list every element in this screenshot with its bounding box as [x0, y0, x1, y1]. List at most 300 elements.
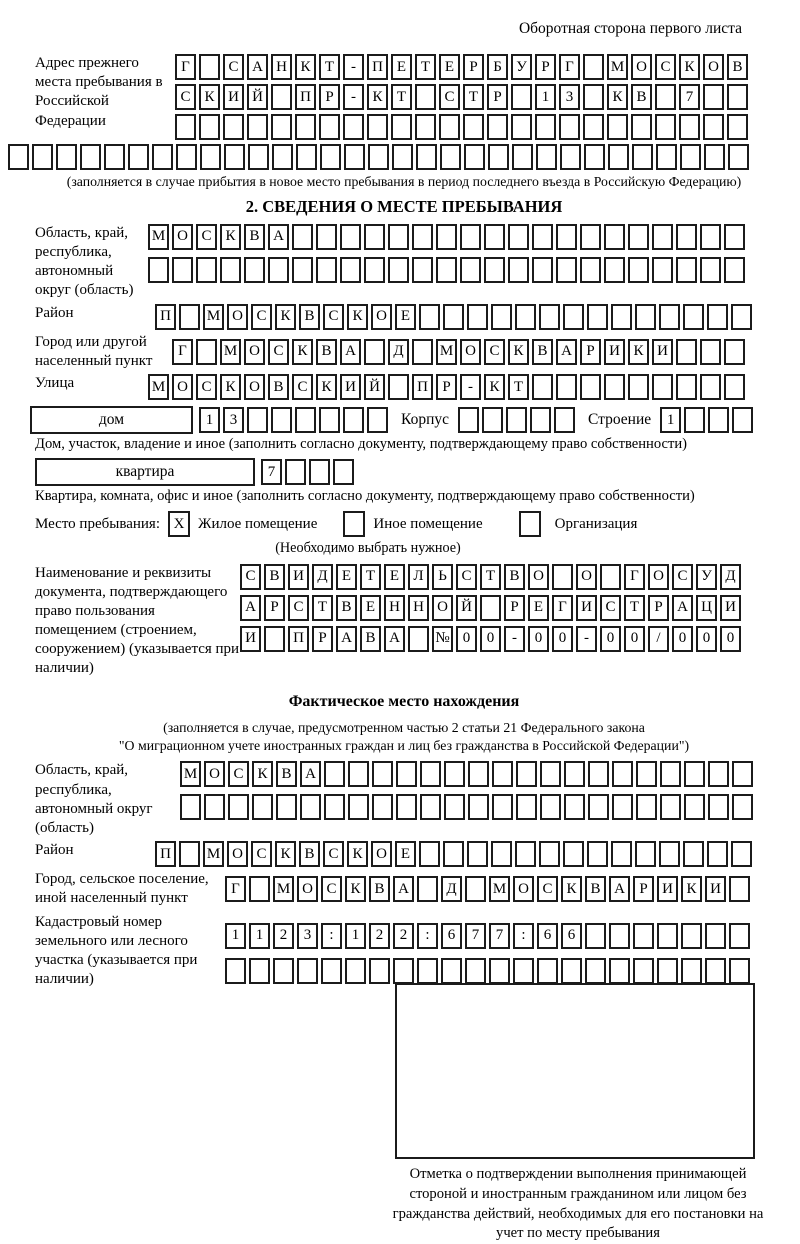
char-box[interactable]: С [240, 564, 261, 590]
char-box[interactable]: С [228, 761, 249, 787]
char-box[interactable] [608, 144, 629, 170]
char-box[interactable] [468, 794, 489, 820]
char-box[interactable] [465, 876, 486, 902]
char-box[interactable] [368, 144, 389, 170]
char-box[interactable]: 3 [223, 407, 244, 433]
char-box[interactable] [580, 257, 601, 283]
char-box[interactable] [532, 224, 553, 250]
char-box[interactable]: М [203, 304, 224, 330]
char-box[interactable]: Т [480, 564, 501, 590]
char-box[interactable] [415, 114, 436, 140]
char-box[interactable]: 7 [261, 459, 282, 485]
char-box[interactable]: К [252, 761, 273, 787]
char-box[interactable] [300, 794, 321, 820]
char-box[interactable] [680, 144, 701, 170]
char-box[interactable] [467, 304, 488, 330]
char-box[interactable]: А [336, 626, 357, 652]
char-box[interactable]: Е [391, 54, 412, 80]
char-box[interactable] [484, 224, 505, 250]
char-box[interactable] [635, 841, 656, 867]
char-box[interactable] [704, 144, 725, 170]
char-box[interactable]: Д [388, 339, 409, 365]
char-box[interactable]: 1 [225, 923, 246, 949]
char-box[interactable]: Т [319, 54, 340, 80]
char-box[interactable] [487, 114, 508, 140]
char-box[interactable]: А [240, 595, 261, 621]
char-box[interactable] [444, 794, 465, 820]
char-box[interactable]: Р [535, 54, 556, 80]
char-box[interactable] [604, 374, 625, 400]
char-box[interactable] [563, 841, 584, 867]
char-box[interactable] [196, 339, 217, 365]
char-box[interactable]: И [223, 84, 244, 110]
char-box[interactable] [56, 144, 77, 170]
char-box[interactable] [724, 257, 745, 283]
char-box[interactable]: С [251, 304, 272, 330]
char-box[interactable] [633, 958, 654, 984]
char-box[interactable] [252, 794, 273, 820]
char-box[interactable] [587, 841, 608, 867]
char-box[interactable]: : [321, 923, 342, 949]
char-box[interactable] [417, 958, 438, 984]
char-box[interactable] [316, 257, 337, 283]
char-box[interactable]: В [299, 841, 320, 867]
char-box[interactable]: - [343, 54, 364, 80]
char-box[interactable]: О [297, 876, 318, 902]
char-box[interactable]: К [508, 339, 529, 365]
char-box[interactable] [683, 841, 704, 867]
char-box[interactable] [729, 923, 750, 949]
char-box[interactable]: И [604, 339, 625, 365]
char-box[interactable]: 7 [679, 84, 700, 110]
char-box[interactable]: П [155, 841, 176, 867]
char-box[interactable] [276, 794, 297, 820]
char-box[interactable] [556, 374, 577, 400]
char-box[interactable] [540, 761, 561, 787]
char-box[interactable]: О [172, 224, 193, 250]
char-box[interactable] [703, 114, 724, 140]
char-box[interactable]: О [513, 876, 534, 902]
char-box[interactable] [588, 794, 609, 820]
char-box[interactable] [700, 374, 721, 400]
char-box[interactable] [247, 407, 268, 433]
char-box[interactable]: 0 [696, 626, 717, 652]
char-box[interactable] [676, 374, 697, 400]
char-box[interactable] [443, 841, 464, 867]
char-box[interactable] [537, 958, 558, 984]
char-box[interactable] [128, 144, 149, 170]
char-box[interactable] [419, 841, 440, 867]
char-box[interactable] [655, 84, 676, 110]
char-box[interactable]: А [384, 626, 405, 652]
char-box[interactable]: Й [247, 84, 268, 110]
char-box[interactable]: А [672, 595, 693, 621]
char-box[interactable]: В [532, 339, 553, 365]
char-box[interactable]: Г [175, 54, 196, 80]
char-box[interactable]: 2 [273, 923, 294, 949]
char-box[interactable] [199, 114, 220, 140]
char-box[interactable] [628, 224, 649, 250]
char-box[interactable] [491, 304, 512, 330]
char-box[interactable] [585, 958, 606, 984]
char-box[interactable]: М [148, 374, 169, 400]
char-box[interactable]: У [696, 564, 717, 590]
char-box[interactable] [506, 407, 527, 433]
char-box[interactable] [684, 794, 705, 820]
char-box[interactable] [297, 958, 318, 984]
char-box[interactable] [345, 958, 366, 984]
char-box[interactable]: М [273, 876, 294, 902]
char-box[interactable] [536, 144, 557, 170]
char-box[interactable]: 7 [489, 923, 510, 949]
char-box[interactable] [561, 958, 582, 984]
char-box[interactable] [441, 958, 462, 984]
char-box[interactable] [556, 224, 577, 250]
char-box[interactable]: Р [264, 595, 285, 621]
char-box[interactable]: И [340, 374, 361, 400]
char-box[interactable]: Н [408, 595, 429, 621]
char-box[interactable] [199, 54, 220, 80]
char-box[interactable]: В [585, 876, 606, 902]
char-box[interactable]: В [504, 564, 525, 590]
char-box[interactable] [324, 761, 345, 787]
char-box[interactable] [563, 304, 584, 330]
char-box[interactable] [655, 114, 676, 140]
char-box[interactable]: О [648, 564, 669, 590]
char-box[interactable]: - [460, 374, 481, 400]
char-box[interactable]: Р [312, 626, 333, 652]
char-box[interactable] [652, 257, 673, 283]
char-box[interactable] [728, 144, 749, 170]
char-box[interactable] [367, 114, 388, 140]
char-box[interactable]: И [705, 876, 726, 902]
char-box[interactable]: К [679, 54, 700, 80]
char-box[interactable]: Т [312, 595, 333, 621]
char-box[interactable] [585, 923, 606, 949]
char-box[interactable] [676, 257, 697, 283]
char-box[interactable] [340, 257, 361, 283]
char-box[interactable] [396, 794, 417, 820]
char-box[interactable]: В [631, 84, 652, 110]
char-box[interactable] [273, 958, 294, 984]
char-box[interactable] [104, 144, 125, 170]
char-box[interactable]: Ц [696, 595, 717, 621]
char-box[interactable] [292, 257, 313, 283]
char-box[interactable]: 7 [465, 923, 486, 949]
char-box[interactable] [152, 144, 173, 170]
char-box[interactable] [607, 114, 628, 140]
char-box[interactable] [656, 144, 677, 170]
char-box[interactable] [388, 224, 409, 250]
char-box[interactable]: К [347, 841, 368, 867]
char-box[interactable] [436, 224, 457, 250]
char-box[interactable]: М [180, 761, 201, 787]
char-box[interactable]: О [371, 841, 392, 867]
char-box[interactable]: О [371, 304, 392, 330]
char-box[interactable] [467, 841, 488, 867]
char-box[interactable]: Б [487, 54, 508, 80]
char-box[interactable] [727, 114, 748, 140]
char-box[interactable]: Р [633, 876, 654, 902]
char-box[interactable] [264, 626, 285, 652]
char-box[interactable]: О [631, 54, 652, 80]
char-box[interactable] [271, 407, 292, 433]
char-box[interactable] [324, 794, 345, 820]
char-box[interactable] [659, 304, 680, 330]
char-box[interactable] [633, 923, 654, 949]
char-box[interactable] [396, 761, 417, 787]
char-box[interactable]: С [484, 339, 505, 365]
char-box[interactable] [604, 257, 625, 283]
char-box[interactable] [609, 958, 630, 984]
char-box[interactable]: Т [463, 84, 484, 110]
char-box[interactable]: 6 [561, 923, 582, 949]
char-box[interactable] [707, 841, 728, 867]
char-box[interactable] [204, 794, 225, 820]
checkbox-organization[interactable] [519, 511, 541, 537]
char-box[interactable]: 0 [672, 626, 693, 652]
char-box[interactable]: Р [580, 339, 601, 365]
char-box[interactable] [684, 761, 705, 787]
char-box[interactable]: В [276, 761, 297, 787]
char-box[interactable] [580, 224, 601, 250]
char-box[interactable] [248, 144, 269, 170]
char-box[interactable] [659, 841, 680, 867]
char-box[interactable] [172, 257, 193, 283]
char-box[interactable] [708, 794, 729, 820]
char-box[interactable] [724, 339, 745, 365]
char-box[interactable] [516, 761, 537, 787]
char-box[interactable] [508, 224, 529, 250]
char-box[interactable] [369, 958, 390, 984]
char-box[interactable]: В [369, 876, 390, 902]
char-box[interactable]: Р [319, 84, 340, 110]
char-box[interactable] [393, 958, 414, 984]
char-box[interactable] [676, 224, 697, 250]
char-box[interactable] [580, 374, 601, 400]
char-box[interactable] [707, 304, 728, 330]
char-box[interactable] [539, 304, 560, 330]
char-box[interactable]: 0 [552, 626, 573, 652]
char-box[interactable]: Д [720, 564, 741, 590]
char-box[interactable]: - [576, 626, 597, 652]
char-box[interactable]: Т [415, 54, 436, 80]
char-box[interactable] [679, 114, 700, 140]
char-box[interactable] [700, 224, 721, 250]
char-box[interactable]: С [292, 374, 313, 400]
char-box[interactable] [681, 958, 702, 984]
char-box[interactable]: Г [552, 595, 573, 621]
char-box[interactable]: И [240, 626, 261, 652]
char-box[interactable]: С [655, 54, 676, 80]
char-box[interactable] [612, 761, 633, 787]
char-box[interactable]: С [537, 876, 558, 902]
char-box[interactable]: И [288, 564, 309, 590]
char-box[interactable]: А [556, 339, 577, 365]
char-box[interactable] [657, 958, 678, 984]
char-box[interactable]: Р [487, 84, 508, 110]
char-box[interactable] [631, 114, 652, 140]
char-box[interactable] [564, 761, 585, 787]
char-box[interactable]: О [172, 374, 193, 400]
char-box[interactable] [249, 958, 270, 984]
char-box[interactable]: С [268, 339, 289, 365]
char-box[interactable]: А [340, 339, 361, 365]
char-box[interactable] [443, 304, 464, 330]
char-box[interactable]: Н [271, 54, 292, 80]
char-box[interactable] [460, 257, 481, 283]
char-box[interactable] [612, 794, 633, 820]
char-box[interactable] [415, 84, 436, 110]
char-box[interactable] [179, 304, 200, 330]
char-box[interactable] [292, 224, 313, 250]
char-box[interactable] [32, 144, 53, 170]
char-box[interactable] [439, 114, 460, 140]
char-box[interactable]: 0 [720, 626, 741, 652]
char-box[interactable]: А [609, 876, 630, 902]
char-box[interactable] [532, 257, 553, 283]
char-box[interactable] [611, 841, 632, 867]
char-box[interactable]: В [268, 374, 289, 400]
char-box[interactable] [635, 304, 656, 330]
char-box[interactable]: С [251, 841, 272, 867]
char-box[interactable]: В [244, 224, 265, 250]
char-box[interactable]: Е [395, 304, 416, 330]
char-box[interactable] [420, 794, 441, 820]
char-box[interactable]: К [220, 224, 241, 250]
char-box[interactable]: У [511, 54, 532, 80]
char-box[interactable] [80, 144, 101, 170]
char-box[interactable]: : [513, 923, 534, 949]
char-box[interactable]: С [323, 304, 344, 330]
char-box[interactable]: Г [624, 564, 645, 590]
char-box[interactable]: И [576, 595, 597, 621]
char-box[interactable]: В [264, 564, 285, 590]
char-box[interactable] [732, 761, 753, 787]
char-box[interactable] [511, 114, 532, 140]
char-box[interactable]: - [504, 626, 525, 652]
char-box[interactable]: О [227, 304, 248, 330]
char-box[interactable]: 2 [393, 923, 414, 949]
char-box[interactable] [732, 794, 753, 820]
char-box[interactable] [732, 407, 753, 433]
char-box[interactable] [584, 144, 605, 170]
char-box[interactable] [652, 374, 673, 400]
char-box[interactable] [632, 144, 653, 170]
char-box[interactable] [388, 374, 409, 400]
char-box[interactable]: Т [508, 374, 529, 400]
char-box[interactable]: Р [504, 595, 525, 621]
char-box[interactable]: С [600, 595, 621, 621]
char-box[interactable]: К [275, 304, 296, 330]
char-box[interactable] [708, 761, 729, 787]
char-box[interactable]: 0 [480, 626, 501, 652]
char-box[interactable] [225, 958, 246, 984]
char-box[interactable]: Д [312, 564, 333, 590]
char-box[interactable] [556, 257, 577, 283]
char-box[interactable] [364, 257, 385, 283]
char-box[interactable]: К [345, 876, 366, 902]
char-box[interactable] [560, 144, 581, 170]
char-box[interactable] [583, 84, 604, 110]
char-box[interactable]: № [432, 626, 453, 652]
char-box[interactable]: М [203, 841, 224, 867]
char-box[interactable]: О [244, 374, 265, 400]
char-box[interactable] [412, 224, 433, 250]
char-box[interactable] [8, 144, 29, 170]
char-box[interactable]: 3 [559, 84, 580, 110]
char-box[interactable]: К [561, 876, 582, 902]
char-box[interactable]: 1 [535, 84, 556, 110]
char-box[interactable] [513, 958, 534, 984]
char-box[interactable] [700, 339, 721, 365]
char-box[interactable]: 0 [528, 626, 549, 652]
char-box[interactable] [708, 407, 729, 433]
char-box[interactable] [609, 923, 630, 949]
char-box[interactable]: Р [463, 54, 484, 80]
char-box[interactable] [364, 339, 385, 365]
char-box[interactable] [731, 841, 752, 867]
char-box[interactable]: С [288, 595, 309, 621]
char-box[interactable]: К [316, 374, 337, 400]
char-box[interactable] [468, 761, 489, 787]
char-box[interactable]: О [432, 595, 453, 621]
char-box[interactable] [492, 794, 513, 820]
char-box[interactable]: Г [172, 339, 193, 365]
char-box[interactable]: И [652, 339, 673, 365]
char-box[interactable] [296, 144, 317, 170]
char-box[interactable] [465, 958, 486, 984]
char-box[interactable] [420, 761, 441, 787]
char-box[interactable]: О [460, 339, 481, 365]
char-box[interactable]: К [292, 339, 313, 365]
char-box[interactable] [196, 257, 217, 283]
char-box[interactable]: Е [384, 564, 405, 590]
char-box[interactable] [600, 564, 621, 590]
char-box[interactable] [392, 144, 413, 170]
char-box[interactable]: С [223, 54, 244, 80]
char-box[interactable]: В [727, 54, 748, 80]
char-box[interactable]: А [300, 761, 321, 787]
char-box[interactable] [244, 257, 265, 283]
char-box[interactable]: А [247, 54, 268, 80]
char-box[interactable]: 1 [199, 407, 220, 433]
char-box[interactable]: О [703, 54, 724, 80]
char-box[interactable] [295, 114, 316, 140]
char-box[interactable] [272, 144, 293, 170]
char-box[interactable]: 6 [537, 923, 558, 949]
char-box[interactable] [636, 761, 657, 787]
char-box[interactable]: С [456, 564, 477, 590]
checkbox-residential[interactable]: X [168, 511, 190, 537]
char-box[interactable]: 3 [297, 923, 318, 949]
char-box[interactable]: М [148, 224, 169, 250]
char-box[interactable]: Е [395, 841, 416, 867]
char-box[interactable]: С [439, 84, 460, 110]
char-box[interactable] [652, 224, 673, 250]
char-box[interactable]: С [196, 374, 217, 400]
char-box[interactable]: Й [364, 374, 385, 400]
char-box[interactable] [419, 304, 440, 330]
char-box[interactable] [344, 144, 365, 170]
char-box[interactable] [285, 459, 306, 485]
char-box[interactable] [228, 794, 249, 820]
char-box[interactable] [444, 761, 465, 787]
char-box[interactable]: К [347, 304, 368, 330]
char-box[interactable]: И [657, 876, 678, 902]
char-box[interactable] [436, 257, 457, 283]
char-box[interactable] [683, 304, 704, 330]
